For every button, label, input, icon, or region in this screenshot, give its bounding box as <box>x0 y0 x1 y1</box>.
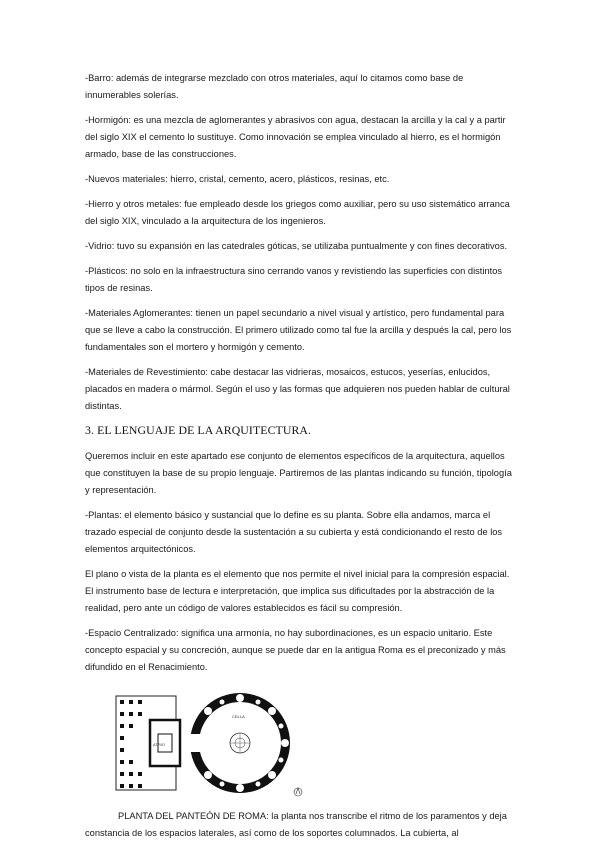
paragraph-plantas: -Plantas: el elemento básico y sustancial que lo define es su planta. Sobre ella andamos, marca el trazado especial de conjunto desde la sustentación a su cubierta y está condicionando el resto de los elementos arquitectónicos. <box>85 510 503 554</box>
paragraph-aglomerantes: -Materiales Aglomerantes: tienen un papel secundario a nivel visual y artístico, pero fundamental para que se lleve a cabo la construcción. El primero utilizado como tal fue la arcilla y después la cal, pero los fundamentales son el mortero y hormigón y cemento. <box>85 308 512 352</box>
document-page <box>85 70 515 842</box>
pantheon-floor-plan-figure <box>112 690 357 802</box>
pantheon-floor-plan-icon <box>112 690 357 802</box>
paragraph-hierro: -Hierro y otros metales: fue empleado desde los griegos como auxiliar, pero su uso sistemático arranca del siglo XIX, vinculado a la arquitectura de los ingenieros. <box>85 199 510 226</box>
paragraph-revestimiento: -Materiales de Revestimiento: cabe destacar las vidrieras, mosaicos, estucos, yeserías, enlucidos, placados en madera o mármol. Según el uso y las formas que adquieren nos pueden hablar de cultural distintas. <box>85 367 510 411</box>
figure-label-atrium: ATRIO <box>153 742 165 747</box>
paragraph-vidrio: -Vidrio: tuvo su expansión en las catedrales góticas, se utilizaba puntualmente y con fines decorativos. <box>85 241 508 251</box>
figure-label-cella: CELLA <box>232 714 245 719</box>
figure-caption: PLANTA DEL PANTEÓN DE ROMA: la planta nos transcribe el ritmo de los paramentos y deja constancia de los espacios laterales, así como de los soportes columnados. La cubierta, al <box>85 811 507 838</box>
paragraph-barro: -Barro: además de integrarse mezclado con otros materiales, aquí lo citamos como base de innumerables solerías. <box>85 73 464 100</box>
section-heading: 3. EL LENGUAJE DE LA ARQUITECTURA. <box>85 423 312 437</box>
paragraph-hormigon: -Hormigón: es una mezcla de aglomerantes y abrasivos con agua, destacan la arcilla y la cal y a partir del siglo XIX el cemento lo sustituye. Como innovación se emplea vinculado al hierro, es el hormigón armado, base de las construcciones. <box>85 115 506 159</box>
paragraph-intro-lenguaje: Queremos incluir en este apartado ese conjunto de elementos específicos de la arquitectura, aquellos que constituyen la base de su propio lenguaje. Partiremos de las plantas indicando su función, tipología y representación. <box>85 451 512 495</box>
paragraph-nuevos-materiales: -Nuevos materiales: hierro, cristal, cemento, acero, plásticos, resinas, etc. <box>85 174 390 184</box>
paragraph-plasticos: -Plásticos: no solo en la infraestructura sino cerrando vanos y revistiendo las superficies con distintos tipos de resinas. <box>85 266 503 293</box>
paragraph-espacio-centralizado: -Espacio Centralizado: significa una armonía, no hay subordinaciones, es un espacio unitario. Este concepto espacial y su concreción, aunque se puede dar en la antigua Roma es el preconizado y más difundido en el Renacimiento. <box>85 628 506 672</box>
paragraph-plano: El plano o vista de la planta es el elemento que nos permite el nivel inicial para la compresión espacial. El instrumento base de lectura e interpretación, que implica sus dificultades por la abstracción de la realidad, pero ante un código de valores establecidos es fácil su compresión. <box>85 569 510 613</box>
